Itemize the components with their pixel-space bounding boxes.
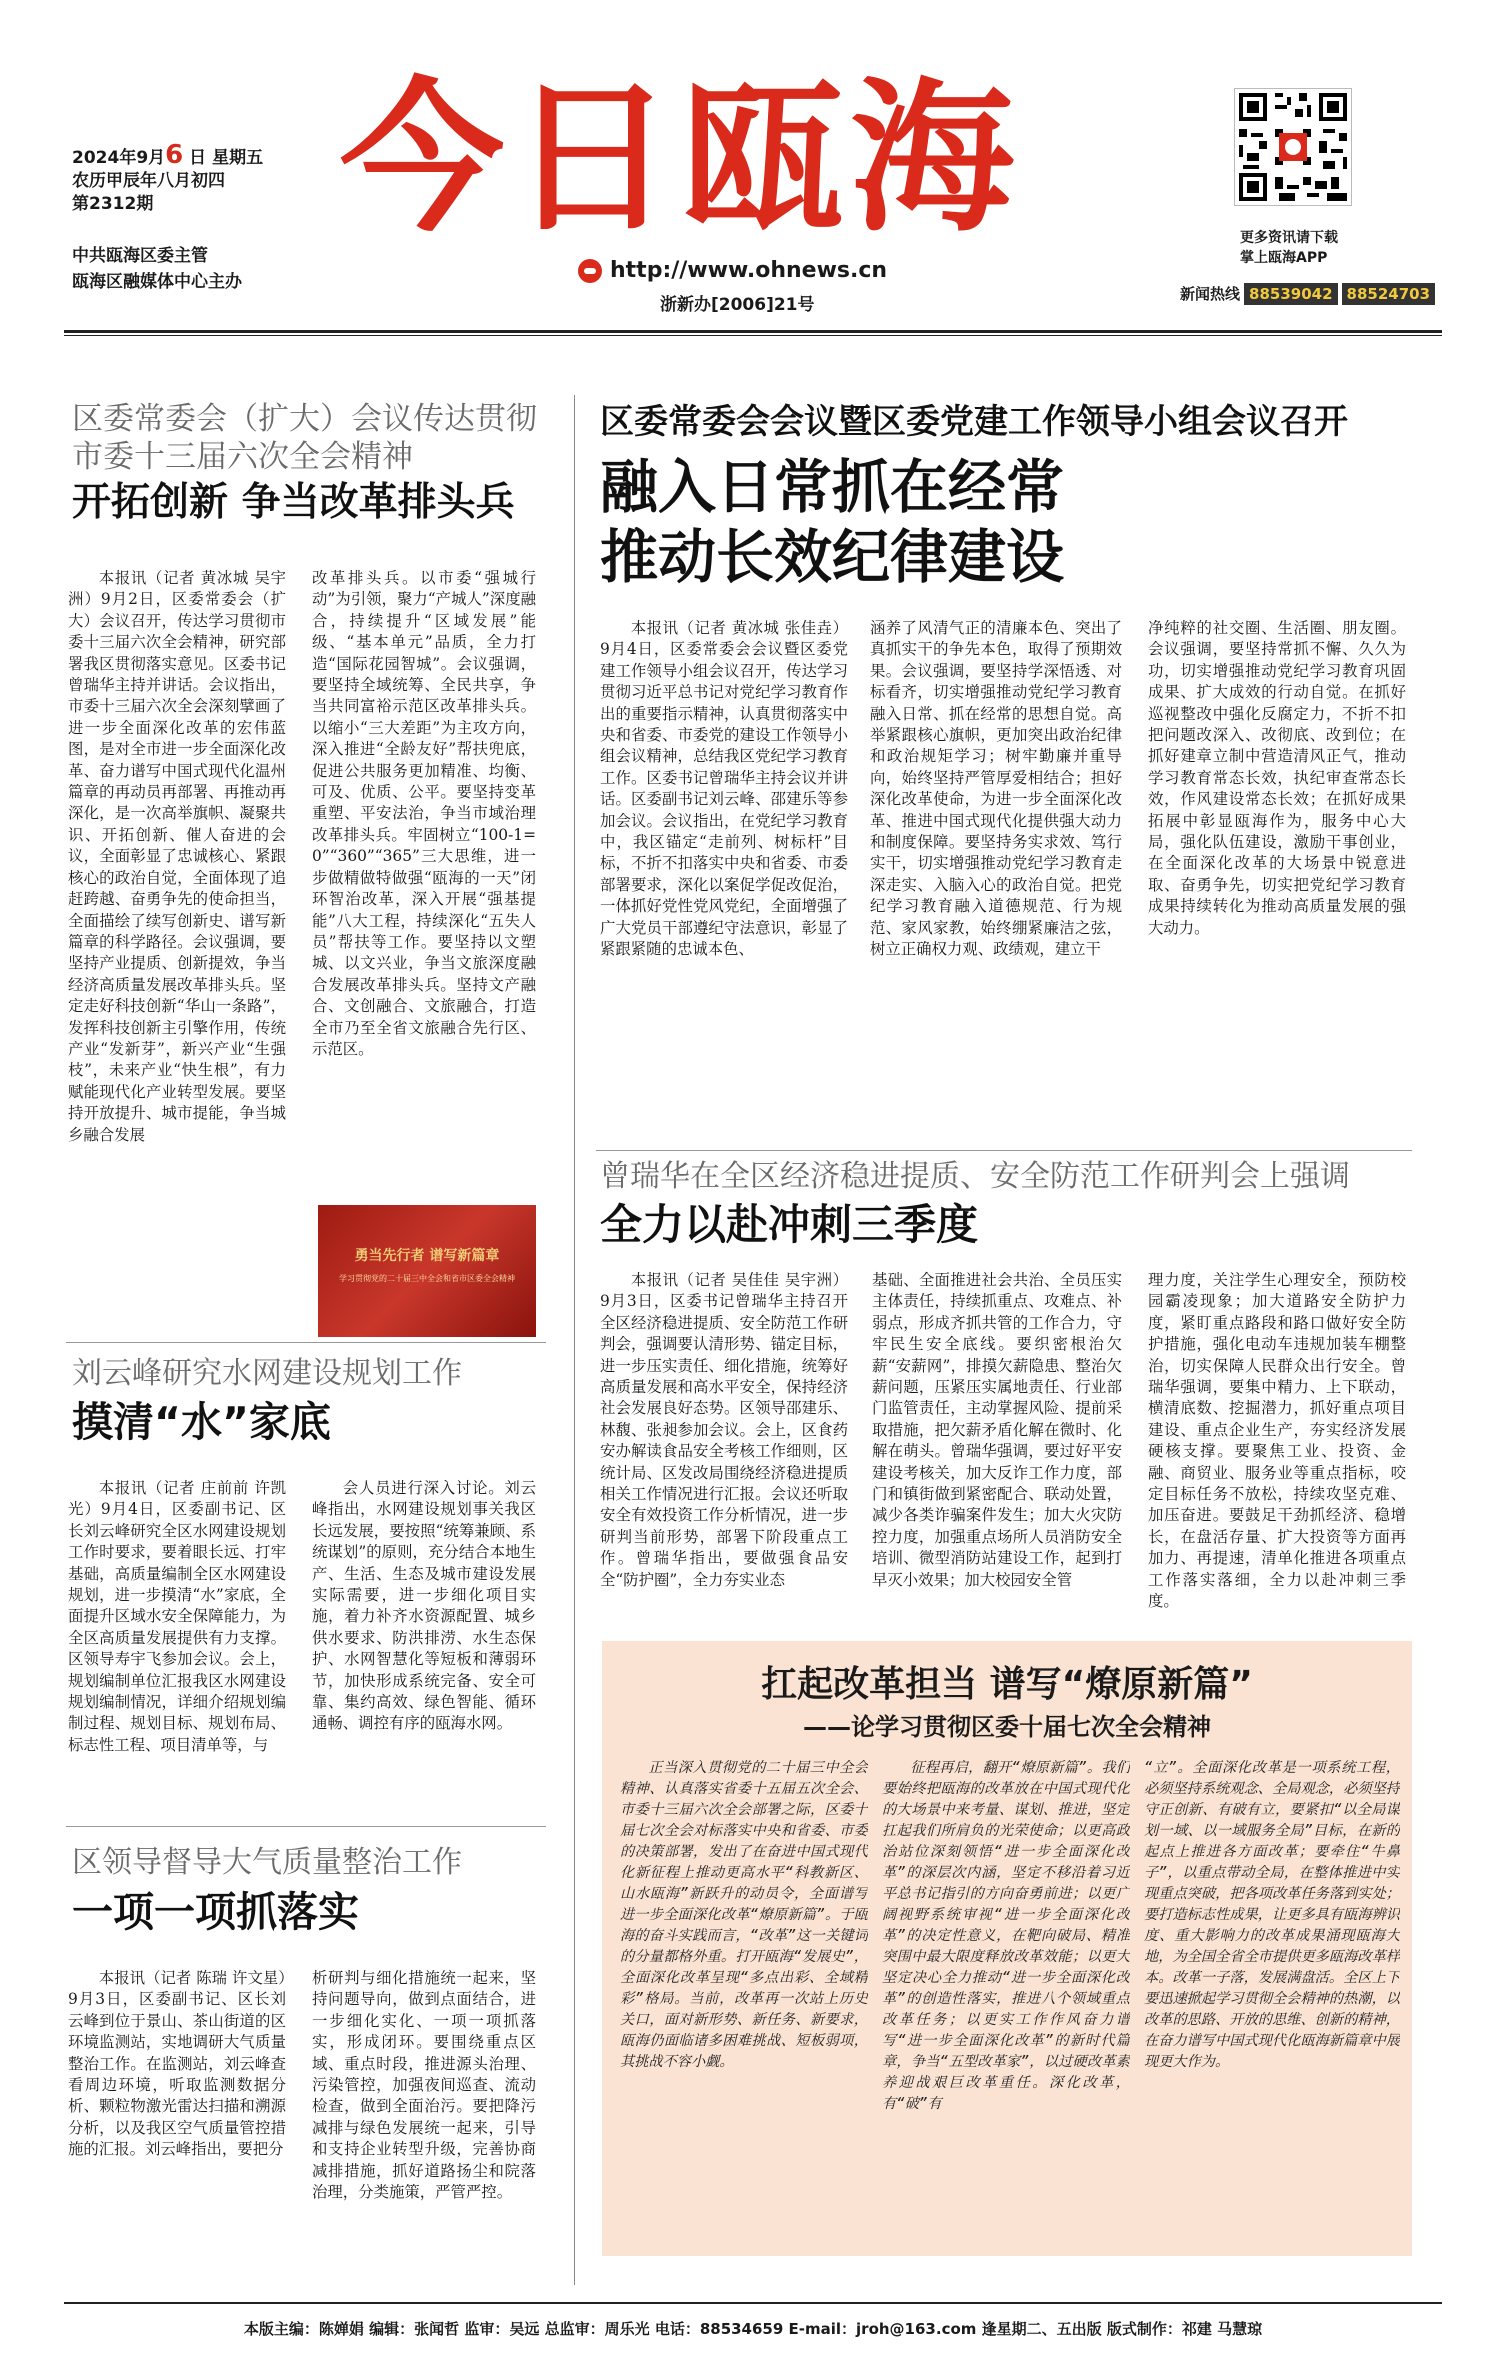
header-divider: [64, 330, 1442, 333]
article1-col2: 改革排头兵。以市委“强城行动”为引领，聚力“产城人”深度融合，持续提升“区域发展”能级、“基本单元”品质，全力打造“国际花园智城”。会议强调，要坚持全域统筹、全民共享，争当共同富裕示范区改革排头兵。以缩小“三大差距”为主攻方向，深入推进“全龄友好”帮扶兜底，促进公共服务更加精准、均衡、可及、优质、公平。要坚持变革重塑、平安法治，争当市域治理改革排头兵。牢固树立“100-1=0”“360”“365”三大思维，进一步做精做特做强“瓯海的一天”闭环智治改革，深入开展“强基提能”八大工程，持续深化“五失人员”帮扶等工作。要坚持以文塑城、以文兴业，争当文旅深度融合发展改革排头兵。坚持文产融合、文创融合、文旅融合，打造全市乃至全省文旅融合先行区、示范区。: [312, 569, 536, 1058]
article4-col2: 会人员进行深入讨论。刘云峰指出，水网建设规划事关我区长远发展，要按照“统筹兼顾、系统谋划”的原则，充分结合本地生产、生活、生态及城市建设发展实际需要，进一步细化项目实施，着力补齐水资源配置、城乡供水要求、防洪排涝、水生态保护、水网智慧化等短板和薄弱环节，加快形成系统完备、安全可靠、集约高效、绿色智能、循环通畅、调控有序的瓯海水网。: [312, 1479, 536, 1733]
article2-title-line2[interactable]: 推动长效纪律建设: [600, 523, 1065, 591]
article2-col1: 本报讯（记者 黄冰城 张佳垚）9月4日，区委常委会会议暨区委党建工作领导小组会议召开，传达学习贯彻习近平总书记对党纪学习教育作出的重要指示精神，认真贯彻落实中央和省委、市委党的建设工作领导小组会议精神，总结我区党纪学习教育工作。区委书记曾瑞华主持会议并讲话。区委副书记刘云峰、邵建乐等参加会议。会议指出，在党纪学习教育中，我区锚定“走前列、树标杆”目标，不折不扣落实中央和省委、市委部署要求，深化以案促学促改促治，一体抓好党性党风党纪，全面增强了广大党员干部遵纪守法意识，彰显了紧跟紧随的忠诚本色、: [600, 619, 848, 959]
hotline-number-2: 88524703: [1342, 283, 1436, 305]
footer-credits: 本版主编：陈婵娟 编辑：张闻哲 监审：吴远 总监审：周乐光 电话：88534659 E-mail：jroh@163.com 逢星期二、五出版 版式制作：祁建 马慧琼: [243, 2320, 1263, 2338]
app-download-line1: 更多资讯请下载: [1240, 230, 1338, 246]
editorial-subtitle: ——论学习贯彻区委十届七次全会精神: [803, 1713, 1211, 1741]
news-logo-icon: [578, 259, 602, 283]
editorial-col2: 征程再启，翻开“燎原新篇”。我们要始终把瓯海的改革放在中国式现代化的大场景中来考量、谋划、推进，坚定扛起我们所肩负的光荣使命；以更高政治站位深刻领悟“进一步全面深化改革”的深层次内涵，坚定不移沿着习近平总书记指引的方向奋勇前进；以更广阔视野系统审视“进一步全面深化改革”的决定性意义，在靶向破局、精准突围中最大限度释放改革效能；以更大坚定决心全力推动“进一步全面深化改革”的创造性落实，推进八个领域重点改革任务；以更实工作作风奋力谱写“进一步全面深化改革”的新时代篇章，争当“五型改革家”，以过硬改革素养迎战艰巨改革重任。深化改革，有“破”有: [882, 1760, 1130, 2112]
date-weekday: 日 星期五: [189, 148, 264, 168]
footer-divider: [64, 2302, 1442, 2304]
article1-kicker: 区委常委会（扩大）会议传达贯彻: [72, 401, 537, 437]
org-supervisor: 中共瓯海区委主管: [72, 246, 208, 266]
article4-title[interactable]: 摸清“水”家底: [72, 1398, 331, 1446]
editorial-col3: “立”。全面深化改革是一项系统工程，必须坚持系统观念、全局观念，必须坚持守正创新、有破有立，要紧扣“以全局谋划一域、以一域服务全局”目标，在新的起点上推进各方面改革；要牵住“牛鼻子”，以重点带动全局，在整体推进中实现重点突破，把各项改革任务落到实处；要打造标志性成果，让更多具有瓯海辨识度、重大影响力的改革成果涌现瓯海大地，为全国全省全市提供更多瓯海改革样本。改革一子落，发展满盘活。全区上下要迅速掀起学习贯彻全会精神的热潮，以改革的思路、开放的思维、创新的精神，在奋力谱写中国式现代化瓯海新篇章中展现更大作为。: [1144, 1760, 1400, 2070]
date-month: 2024年9月: [72, 148, 166, 168]
article4-col1: 本报讯（记者 庄前前 许凯光）9月4日，区委副书记、区长刘云峰研究全区水网建设规划工作时要求，要着眼长远、打牢基础，高质量编制全区水网建设规划，进一步摸清“水”家底，全面提升区域水安全保障能力，为全区高质量发展提供有力支撑。区领导寿宇飞参加会议。会上，规划编制单位汇报我区水网建设规划编制情况，详细介绍规划编制过程、规划目标、规划布局、标志性工程、项目清单等，与: [68, 1479, 286, 1754]
article3-title[interactable]: 全力以赴冲刺三季度: [600, 1200, 979, 1249]
qr-code-graphic: [1235, 89, 1351, 205]
header-date-block: [72, 140, 264, 216]
org-host: 瓯海区融媒体中心主办: [72, 272, 242, 292]
news-hotline: [1180, 283, 1435, 304]
editorial-title[interactable]: 扛起改革担当 谱写“燎原新篇”: [761, 1664, 1253, 1705]
article-divider-3: [596, 1150, 1412, 1151]
article4-kicker: 刘云峰研究水网建设规划工作: [72, 1356, 462, 1391]
editorial-col1: 正当深入贯彻党的二十届三中全会精神、认真落实省委十五届五次全会、市委十三届六次全会部署之际，区委十届七次全会对标落实中央和省委、市委的决策部署，发出了在奋进中国式现代化新征程上推动更高水平“科教新区、山水瓯海”新跃升的动员令，全面谱写进一步全面深化改革“燎原新篇”。于瓯海的奋斗实践而言，“改革”这一关键词的分量都格外重。打开瓯海“发展史”，全面深化改革呈现“多点出彩、全域精彩”格局。当前，改革再一次站上历史关口，面对新形势、新任务、新要求，瓯海仍面临诸多困难挑战、短板弱项，其挑战不容小觑。: [620, 1760, 868, 2070]
issue-number: 第2312期: [72, 194, 154, 214]
article2-col3: 净纯粹的社交圈、生活圈、朋友圈。会议强调，要坚持常抓不懈、久久为功，切实增强推动党纪学习教育巩固成果、扩大成效的行动自觉。在抓好巡视整改中强化反腐定力，不折不扣把问题改深入、改彻底、改到位；在抓好建章立制中营造清风正气，推动学习教育常态长效，执纪审查常态长效，作风建设常态长效；在抓好成果拓展中彰显瓯海作为，服务中心大局，强化队伍建设，激励干事创业，在全面深化改革的大场景中锐意进取、奋勇争先，切实把党纪学习教育成果持续转化为推动高质量发展的强大动力。: [1148, 619, 1406, 937]
article3-col1: 本报讯（记者 吴佳佳 吴宇洲）9月3日，区委书记曾瑞华主持召开全区经济稳进提质、安全防范工作研判会，强调要认清形势、锚定目标，进一步压实责任、细化措施，统筹好高质量发展和高水平安全，保持经济社会发展良好态势。区领导邵建乐、林馥、张昶参加会议。会上，区食药安办解读食品安全考核工作细则，区统计局、区发改局围绕经济稳进提质相关工作情况进行汇报。会议还听取安全有效投资工作分析情况，进一步研判当前形势，部署下阶段重点工作。曾瑞华指出，要做强食品安全“防护圈”，全力夯实业态: [600, 1271, 848, 1589]
date-day: 6: [165, 140, 184, 170]
article-divider-2: [66, 1826, 546, 1827]
column-divider: [574, 395, 575, 2285]
article3-kicker: 曾瑞华在全区经济稳进提质、安全防范工作研判会上强调: [600, 1159, 1350, 1194]
article3-col3: 理力度，关注学生心理安全，预防校园霸凌现象；加大道路安全防护力度，紧盯重点路段和路口做好安全防护措施，强化电动车违规加装车棚整治，切实保障人民群众出行安全。曾瑞华强调，要集中精力、上下联动，横清底数、挖掘潜力，抓好重点项目建设、重点企业生产，夯实经济发展硬核支撑。要聚焦工业、投资、金融、商贸业、服务业等重点指标，咬定目标任务不放松，持续攻坚克难、加压奋进。要鼓足干劲抓经济、稳增长，在盘活存量、扩大投资等方面再加力、再提速，清单化推进各项重点工作落实落细，全力以赴冲刺三季度。: [1148, 1271, 1406, 1611]
article3-col2: 基础、全面推进社会共治、全员压实主体责任，持续抓重点、攻难点、补弱点，形成齐抓共管的工作合力，守牢民生安全底线。要织密根治欠薪“安薪网”，排摸欠薪隐患、整治欠薪问题，压紧压实属地责任、行业部门监管责任，主动掌握风险、提前采取措施，把欠薪矛盾化解在微时、化解在萌头。曾瑞华强调，要过好平安建设考核关，加大反诈工作力度，部门和镇街做到紧密配合、联动处置，减少各类诈骗案件发生；加大火灾防控力度，加强重点场所人员消防安全培训、微型消防站建设工作，起到打早灭小效果；加大校园安全管: [872, 1271, 1122, 1589]
hotline-label: 新闻热线: [1180, 285, 1241, 303]
masthead-title: 今日瓯海: [340, 61, 1021, 254]
site-url-text[interactable]: http://www.ohnews.cn: [610, 258, 888, 283]
header-divider-thin: [64, 335, 1442, 336]
article5-col2: 析研判与细化措施统一起来，坚持问题导向，做到点面结合，进一步细化实化、一项一项抓落实，形成闭环。要围绕重点区域、重点时段，推进源头治理、污染管控，加强夜间巡查、流动检查，做到全面治污。要把降污减排与绿色发展统一起来，引导和支持企业转型升级，完善协商减排措施，抓好道路扬尘和院落治理，分类施策，严管严控。: [312, 1969, 536, 2202]
header-org-block: [72, 243, 242, 295]
license-number: 浙新办[2006]21号: [660, 295, 815, 315]
site-url[interactable]: [578, 258, 887, 283]
article1-photo: [318, 1205, 536, 1337]
article1-col1: 本报讯（记者 黄冰城 吴宇洲）9月2日，区委常委会（扩大）会议召开，传达学习贯彻市委十三届六次全会精神，研究部署我区贯彻落实意见。区委书记曾瑞华主持并讲话。会议指出，市委十三届六次全会深刻擘画了进一步全面深化改革的宏伟蓝图，是对全市进一步全面深化改革、奋力谱写中国式现代化温州篇章的再动员再部署、再推动再深化，是一次高举旗帜、凝聚共识、开拓创新、催人奋进的会议，全面彰显了忠诚核心、紧跟核心的政治自觉，全面体现了追赶跨越、奋勇争先的使命担当，全面描绘了续写创新史、谱写新篇章的科学路径。会议强调，要坚持产业提质、创新提效，争当经济高质量发展改革排头兵。坚定走好科技创新“华山一条路”，发挥科技创新主引擎作用，传统产业“发新芽”，新兴产业“生强枝”，未来产业“快生根”，有力赋能现代化产业转型发展。要坚持开放提升、城市提能，争当城乡融合发展: [68, 569, 286, 1144]
article2-title-line1[interactable]: 融入日常抓在经常: [600, 453, 1065, 521]
app-download-line2: 掌上瓯海APP: [1240, 250, 1328, 266]
photo-subcaption: 学习贯彻党的二十届三中全会和省市区委全会精神: [339, 1274, 515, 1283]
hotline-number-1: 88539042: [1244, 283, 1338, 305]
lunar-date: 农历甲辰年八月初四: [72, 171, 225, 191]
article5-title[interactable]: 一项一项抓落实: [72, 1888, 359, 1936]
article5-kicker: 区领导督导大气质量整治工作: [72, 1845, 462, 1880]
article5-col1: 本报讯（记者 陈瑞 许文星）9月3日，区委副书记、区长刘云峰到位于景山、茶山街道的区环境监测站，实地调研大气质量整治工作。在监测站，刘云峰查看周边环境，听取监测数据分析、颗粒物激光雷达扫描和溯源分析，以及我区空气质量管控措施的汇报。刘云峰指出，要把分: [68, 1969, 286, 2159]
qr-code-icon[interactable]: [1234, 88, 1352, 206]
article2-kicker: 区委常委会会议暨区委党建工作领导小组会议召开: [600, 402, 1348, 442]
article-divider: [66, 1342, 546, 1343]
article1-kicker2: 市委十三届六次全会精神: [72, 439, 413, 475]
photo-caption: 勇当先行者 谱写新篇章: [354, 1248, 500, 1264]
article2-col2: 涵养了风清气正的清廉本色、突出了真抓实干的争先本色，取得了预期效果。会议强调，要坚持学深悟透、对标看齐，切实增强推动党纪学习教育融入日常、抓在经常的思想自觉。高举紧跟核心旗帜，更加突出政治纪律和政治规矩学习；树牢勤廉并重导向，始终坚持严管厚爱相结合；担好深化改革使命，为进一步全面深化改革、推进中国式现代化提供强大动力和制度保障。要坚持务实求效、笃行实干，切实增强推动党纪学习教育走深走实、入脑入心的政治自觉。把党纪学习教育融入道德规范、行为规范、家风家教，始终绷紧廉洁之弦，树立正确权力观、政绩观，建立干: [870, 619, 1122, 959]
article1-title[interactable]: 开拓创新 争当改革排头兵: [72, 480, 515, 525]
app-download-text: [1240, 228, 1338, 268]
